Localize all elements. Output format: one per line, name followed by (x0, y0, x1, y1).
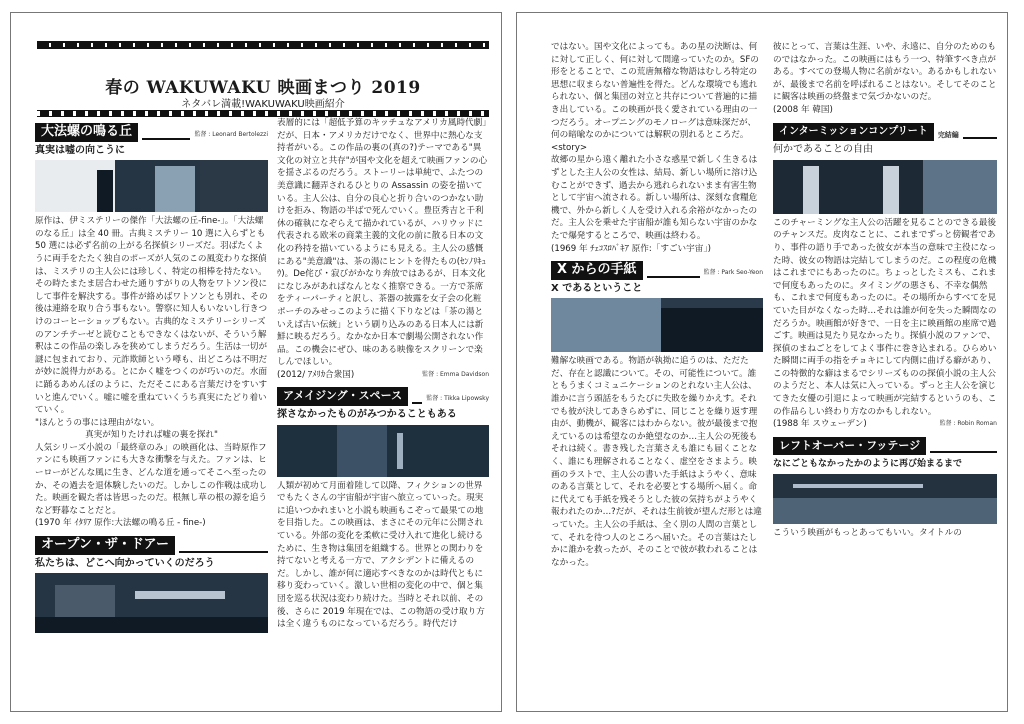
article-credit: (2012/ ｱﾒﾘｶ合衆国) (277, 369, 355, 380)
header-dash (37, 43, 489, 47)
heading-rule (930, 451, 997, 453)
article-header (35, 123, 268, 142)
article-body: 原作は、伊ミステリーの傑作「大法螺の丘-fine-」。「大法螺のなる丘」は全 40 冊。古典ミステリー 10 選に入らずとも 50 選には必ず名前の上がる名探偵シリーズだ。羽ばたくように両手をたたく独自のポーズが人気のこの風変わりな探偵は、ミステリの主人公には珍しく、特定の相棒を持たない。その時たまたま居合わせた通りすがりの人物をワトソン役にして事件を解決する。事件が絡めばワトソンとも別れ、その後は連絡を取り合う事もない。警察に知人もいないし行きつけのコーヒーショップもない。古典的なミステリーシリーズのアンチテーゼと読むこともできなくはないが、そういう解釈はこの作品の楽しみを狭めてしまうだろう。生活は一切が謎に包まれており、元詐欺師という噂も、出どころは不明だが妙に説得力がある。とにかく嘘をつくのが巧いのだ。水面に踊るあめんぼのように、ただそこにある言葉だけをすいすいと進んでいく。嘘に嘘を重ねていくうち真実にたどり着いていく。 (35, 216, 268, 416)
article-body-x: 難解な映画である。物語が執拗に追うのは、ただただ、存在と認識について。その、可能性について。誰ともうまくコミュニケーションのとれない主人公は、誰かに言う頭話をもうたびに失敗を繰りかえす。それでも彼が決してあきらめずに、同じことを繰り返す理由が、動機が、観客にはわからない。彼が最後まで抱えているのは希望なのか絶望なのか…主人公の死後もそれは続く。書き残した言葉さえも誰にも届くことなく、誰にも理解されることなく、虚空をさまよう。映画のラストで、主人公の書いた手紙はようやく、意味のある言葉として、それを必要とする場所へ届く。命に代えても手紙を残そうとした彼の気持ちがようやく報われたのか…?だが、それは生前彼が望んだ形とは違っていた。主人公の手紙は、全く別の人間の言葉として、それを待つ人のところへ届いた。その言葉はたしかに誰かを救ったが、そのことで彼が救われることはなかった。 (551, 356, 762, 568)
article-body-intermission: このチャーミングな主人公の活躍を見ることのできる最後のチャンスだ。皮肉なことに、これまでずっと傍観者であり、事件の語り手であった彼女が本当の意味で主役になった時、彼女の物語は完結してしまうのだ。この程度の危機はこれまでにもあったのに。ちょっとしたミスも、これまで何度もあったのに。タイミングの悪さも、不幸な偶然も、これまで何度もあったのに。その場所からすべてを見ていた目がなくなった時…それは誰が何を失った瞬間なのだろうか。映画館が好きで、一日を主に映画館の座席で過ごす。映画は見たり見なかったり。探偵小説のファンで、探偵のまねごとをしてよく事件に巻き込まれる。ひらめいた瞬間に両手の指をチョキにして内側に曲げる癖があり、この特徴的な癖はまるでシリーズものの探偵小説の主人公のようだと、本人は気に入っている。ずっと主人公を演じてきた女優の引退によって映画が完結するというのも、この作品らしい終わり方なのかもしれない。 (773, 217, 997, 417)
article-heading: 大法螺の鳴る丘 (35, 123, 138, 142)
heading-rule (142, 138, 190, 140)
column-2 (277, 117, 489, 703)
film-still-image (277, 425, 489, 477)
heading-rule (412, 402, 422, 404)
heading-rule (179, 551, 268, 553)
article-tagline-x: X であるということ (551, 282, 643, 294)
column-3 (551, 41, 763, 703)
article-quote-2: 真実が知りたければ嘘の裏を探れ" (85, 430, 218, 441)
article-heading-x: X からの手紙 (551, 261, 643, 280)
film-still-image (551, 298, 763, 352)
article-credit: (1988 年 スウェーデン) (773, 419, 867, 430)
page-subtitle: ネタバレ満載!WAKUWAKU映画紹介 (181, 99, 345, 110)
article-header-leftover (773, 437, 997, 456)
article-heading-intermission: インターミッションコンプリート (773, 123, 934, 142)
article-quote-1: "ほんとうの事には理由がない。 (35, 417, 160, 428)
film-still-image (35, 160, 268, 212)
director-byline: 監督 : Tikka Lipowsky (426, 395, 489, 403)
article-credit-row (277, 369, 489, 382)
story-label: <story> (551, 142, 588, 153)
director-byline: 監督 : Leonard Bertolezzi (194, 131, 268, 138)
article-body-leftover: こういう映画がもっとあってもいい。タイトルの (773, 528, 962, 539)
article-body: ではない。国や文化によっても。あの星の決断は、何に対して正しく、何に対して間違っていたのか。SFの形をとることで、この荒唐無稽な物語はむしろ特定の思想に収まらない普遍性を得た。どんな環境でも逃れられない、個と集団の対立と共存について普遍的に描き出している。この映画が長く愛されている理由の一つだろう。オープニングのモノローグは意味深だが、何の暗喩なのかについては解釈の別れるところだ。 (551, 42, 759, 141)
director-byline: 監督 : Emma Davidson (422, 370, 489, 378)
director-byline: 監督 : Park Seo-Yeon (703, 269, 763, 277)
article-credit: (2008 年 韓国) (773, 104, 833, 115)
article-tagline-amazing: 探さなかったものがみつかることもある (277, 409, 457, 421)
article-heading-leftover: レフトオーバー・フッテージ (773, 437, 926, 456)
article-heading-open: オープン・ザ・ドアー (35, 536, 175, 555)
article-credit: (1970 年 ｲﾀﾘｱ 原作:大法螺の鳴る丘 - fine-) (35, 518, 206, 529)
article-tagline-intermission: 何かであることの自由 (773, 144, 873, 156)
article-credit-row (773, 418, 997, 431)
film-still-image (773, 474, 997, 524)
header-bottom-dash (37, 111, 489, 116)
article-body: 表層的には「超低予算のキッチュなアメリカ風時代劇」だが、日本・アメリカだけでなく、世界中に熱心な支持者がいる。この作品の裏の(真の?)テーマである"異文化の対立と共存"が国や文化を超えて映画ファンの心を揺さぶるのだろう。ストーリーは単純で、ふたつの美意識に翻弄されるひとりの Assassin の姿を描いている。主人公は、自分の良心と折り合いのつかない助けを拒み、物語の半ばで死んでいく。豊臣秀吉と千利休の確執になぞらえて描かれているが、ハリウッドに代表される欧米の商業主義的文化の前に散る日本の文化の矜持を描いているようにも見える。主人公の感慨にある"美意識"は、茶の湯にヒントを得たもの(ｾﾝﾉﾘｷｭｳ)。De侘び・寂びがかなり奔放ではあるが、日本文化になじみがあればなんとなく推察できる。一方で茶席をティーパーティと訳し、茶器の披露を女子会の化粧ポーチのみせっこのように描く下りなどは「茶の湯といえば古い伝統」という刷り込みのある日本人には新鮮に映るだろう。なかなか日本で劇場公開されない作品。この機会にぜひ、味のある映像をスクリーンで楽しんでほしい。 (277, 118, 488, 368)
article-header-amazing (277, 387, 489, 406)
article-tagline-open: 私たちは、どこへ向かっていくのだろう (35, 557, 215, 569)
heading-rule (647, 276, 700, 278)
article-tagline: 真実は嘘の向こうに (35, 144, 125, 156)
article-header-open (35, 536, 268, 555)
left-page (10, 12, 502, 712)
article-body-2: 人気シリーズ小説の「最終章のみ」の映画化は、当時原作ファンにも映画ファンにも大きな衝撃を与えた。ファンは、ヒーローがどんな風に生き、どんな道を通ってそこへ至ったのか、その過去を退体験したいのだ。しかしこの作戦は成功した。映画を観た者は皆思ったのだ。根無し草の根の源を追うなど野暮なことだと。 (35, 442, 268, 516)
article-body-amazing: 人類が初めて月面着陸して以降、フィクションの世界でもたくさんの宇宙船が宇宙へ旅立っていった。現実に追いつかれまいと小説も映画もこぞって最果ての地を目指した。この映画は、まさにその元年に公開されている。外部の変化を柔軟に受け入れて進化し続けるために、生き物は集団を組織する。世界との関わりを持てないと考える一方で、アクシデントに備えるのだ。しかし、誰が何に適応すべきなのかは時代ともに移り変わっていく。激しい世相の変化の中で、個と集団を巡る状況は変わり続けた。当時とそれ以前、その後、さらに 2019 年現在では、この物語の受け取り方は全く違うものになっているだろう。時代だけ (277, 480, 485, 630)
column-1 (35, 123, 268, 703)
heading-rule (963, 137, 997, 139)
column-4 (773, 41, 997, 703)
article-tagline-leftover: なにごともなかったかのように再び始まるまで (773, 459, 963, 470)
article-body: 彼にとって、言葉は生涯、いや、永遠に、自分のためのものではなかった。この映画にはもう一つ、特筆すべき点がある。すべての登場人物に名前がない。あるかもしれないが、最後まで名前を呼ばれることはない。そしてそのことに観客は映画の終盤まで気づかないのだ。 (773, 42, 997, 103)
article-heading-amazing: アメイジング・スペース (277, 387, 408, 406)
article-credit: (1969 年 ﾁｪｺｽﾛﾊﾞｷｱ 原作:「すごい宇宙」) (551, 243, 711, 254)
director-byline: 監督 : Robin Roman (939, 420, 997, 428)
article-header-x (551, 261, 763, 280)
article-header-intermission (773, 123, 997, 142)
page-title: 春の WAKUWAKU 映画まつり 2019 (105, 78, 421, 98)
heading-suffix: 完結編 (937, 130, 959, 139)
film-still-image (773, 160, 997, 214)
right-page (516, 12, 1008, 712)
film-still-image (35, 573, 268, 633)
story-body: 故郷の星から遠く離れた小さな惑星で新しく生きるはずとした主人公の女性は、結局、新しい場所に溶け込むことができず、過去から逃れられないまま有害生物として宇宙へ流される。新しい場所は、深刻な食糧危機で、外から新しく人を受け入れる余裕がなかったのだ。主人公を乗せた宇宙船が誰も知らない宇宙のかなたで爆発するところで、映画は終わる。 (551, 155, 758, 241)
